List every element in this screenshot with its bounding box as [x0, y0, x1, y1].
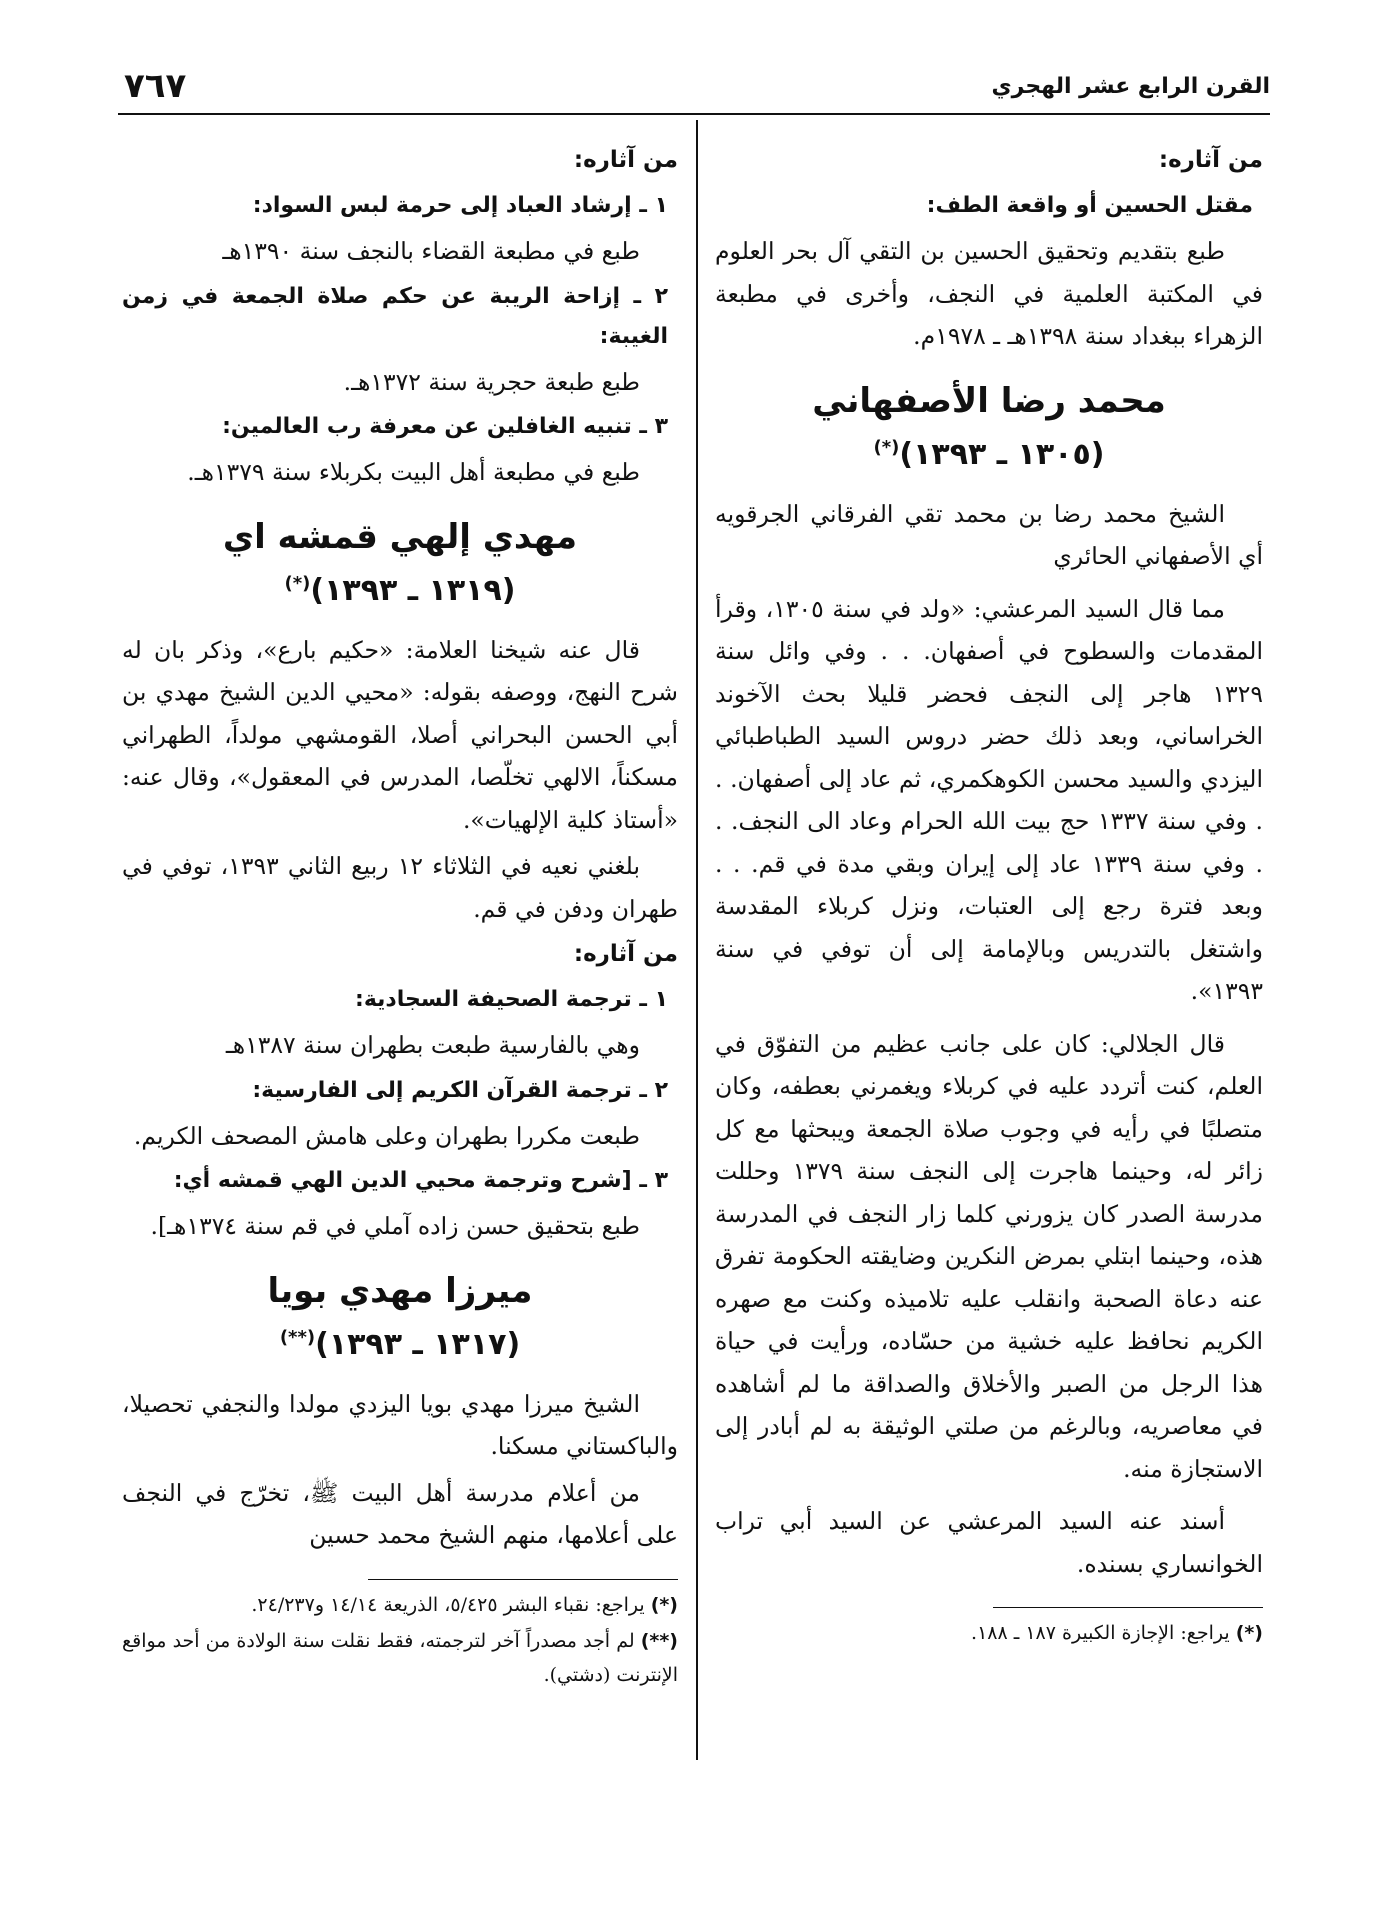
work-description: طبع في مطبعة أهل البيت بكربلاء سنة ١٣٧٩هـ.: [187, 458, 640, 486]
work-title: ٣ ـ تنبيه الغافلين عن معرفة رب العالمين:: [222, 414, 668, 439]
biography-paragraph: بلغني نعيه في الثلاثاء ١٢ ربيع الثاني ١٣٩٣، توفي في طهران ودفن في قم.: [122, 852, 678, 923]
work-description: وهي بالفارسية طبعت بطهران سنة ١٣٨٧هـ: [225, 1031, 640, 1059]
work-title: ١ ـ إرشاد العباد إلى حرمة لبس السواد:: [252, 193, 668, 218]
page-number: ٧٦٧: [124, 66, 187, 106]
footnote-text: يراجع: الإجازة الكبيرة ١٨٧ ـ ١٨٨.: [971, 1622, 1230, 1644]
biography-paragraph: قال الجلالي: كان على جانب عظيم من التفوّق في العلم، كنت أتردد عليه في كربلاء ويغمرني بعطفه، وكان متصلبًا في رأيه في وجوب صلاة الجمعة ويبحثها مع كل زائر له، وحينما هاجرت إلى النجف سنة ١٣٧٩ وحللت مدرسة الصدر كان يزورني كلما زار النجف في المدرسة هذه، وحينما ابتلي بمرض النكرين وضايقته الحكومة تفرق عنه دعاة الصحبة وانقلب عليه تلاميذه وكنت مع صهره الكريم نحافظ عليه خشية من حسّاده، ورأيت في حياة هذا الرجل من الصبر والأخلاق والصداقة ما لم أشاهده في معاصريه، وبالرغم من صلتي الوثيقة به لم أبادر إلى الاستجازة منه.: [715, 1029, 1263, 1483]
footnote-text: يراجع: نقباء البشر ٥/٤٢٥، الذريعة ١٤/١٤ و٢٤/٢٣٧.: [251, 1593, 645, 1616]
biography-dates: [715, 426, 1263, 477]
footnote-mark: (*): [1235, 1622, 1263, 1644]
footnote: [715, 1616, 1263, 1650]
footnote-ref: (**): [279, 1326, 316, 1348]
work-description: طبعت مكررا بطهران وعلى هامش المصحف الكريم.: [133, 1121, 640, 1150]
dates-text: (١٣١٧ ـ ١٣٩٣): [315, 1326, 521, 1362]
footnote: [122, 1588, 678, 1622]
footnote: [122, 1624, 678, 1692]
biography-paragraph: الشيخ ميرزا مهدي بويا اليزدي مولدا والنجفي تحصيلا، والباكستاني مسكنا.: [122, 1389, 678, 1460]
work-title: ٢ ـ ترجمة القرآن الكريم إلى الفارسية:: [252, 1077, 668, 1103]
footnote-text: لم أجد مصدراً آخر لترجمته، فقط نقلت سنة الولادة من أحد مواقع الإنترنت (دشتي).: [122, 1629, 678, 1686]
work-title: ٢ ـ إزاحة الريبة عن حكم صلاة الجمعة في زمن الغيبة:: [122, 283, 668, 349]
works-heading: من آثاره:: [1158, 147, 1263, 173]
work-title: ٣ ـ [شرح وترجمة محيي الدين الهي قمشه أي:: [173, 1168, 668, 1193]
biography-paragraph: قال عنه شيخنا العلامة: «حكيم بارع»، وذكر بان له شرح النهج، ووصفه بقوله: «محيي الدين الشيخ مهدي بن أبي الحسن البحراني أصلا، القومشهي مولداً، الطهراني مسكناً، الالهي تخلّصا، المدرس في المعقول»، وقال عنه: «أستاذ كلية الإلهيات».: [122, 635, 678, 834]
work-title: مقتل الحسين أو واقعة الطف:: [926, 193, 1253, 218]
biography-dates: [122, 1316, 678, 1367]
footnote-ref: (*): [284, 572, 311, 594]
works-heading: من آثاره:: [573, 147, 678, 173]
right-column: [715, 140, 1263, 1652]
work-description: طبع بتحقيق حسن زاده آملي في قم سنة ١٣٧٤هـ].: [150, 1212, 640, 1240]
biography-paragraph: مما قال السيد المرعشي: «ولد في سنة ١٣٠٥، وقرأ المقدمات والسطوح في أصفهان. . . وفي وائل سنة ١٣٢٩ هاجر إلى النجف فحضر قليلا بحث الآخوند الخراساني، وبعد ذلك حضر دروس السيد الطباطبائي اليزدي والسيد محسن الكوهكمري، ثم عاد إلى أصفهان. . . وفي سنة ١٣٣٧ حج بيت الله الحرام وعاد الى النجف. . . وفي سنة ١٣٣٩ عاد إلى إيران وبقي مدة في قم. . . وبعد فترة رجع إلى العتبات، ونزل كربلاء المقدسة واشتغل بالتدريس وبالإمامة إلى أن توفي في سنة ١٣٩٣».: [715, 594, 1264, 1005]
column-divider: [696, 120, 698, 1760]
dates-text: (١٣١٩ ـ ١٣٩٣): [310, 572, 516, 608]
biography-paragraph: من أعلام مدرسة أهل البيت ﷺ، تخرّج في النجف على أعلامها، منهم الشيخ محمد حسين: [122, 1478, 678, 1549]
work-description: طبع طبعة حجرية سنة ١٣٧٢هـ.: [343, 367, 640, 396]
running-title: القرن الرابع عشر الهجري: [991, 74, 1270, 99]
footnote-mark: (**): [640, 1629, 678, 1652]
footnote-rule: [993, 1607, 1263, 1608]
biography-name: مهدي إلهي قمشه اي: [222, 516, 578, 557]
dates-text: (١٣٠٥ ـ ١٣٩٣): [899, 436, 1105, 472]
biography-paragraph: أسند عنه السيد المرعشي عن السيد أبي تراب الخوانساري بسنده.: [715, 1507, 1263, 1578]
works-heading: من آثاره:: [573, 941, 678, 967]
header-rule: [118, 113, 1270, 115]
footnote-ref: (*): [873, 436, 900, 458]
footnote-mark: (*): [650, 1593, 678, 1616]
page-header: [118, 66, 1270, 118]
footnote-rule: [368, 1579, 678, 1580]
left-column: [122, 140, 678, 1694]
work-description: طبع في مطبعة القضاء بالنجف سنة ١٣٩٠هـ: [222, 237, 640, 265]
biography-dates: [122, 562, 678, 613]
biography-name: ميرزا مهدي بويا: [267, 1270, 533, 1311]
work-description: طبع بتقديم وتحقيق الحسين بن التقي آل بحر العلوم في المكتبة العلمية في النجف، وأخرى في مطبعة الزهراء ببغداد سنة ١٣٩٨هـ ـ ١٩٧٨م.: [715, 237, 1263, 350]
biography-name: محمد رضا الأصفهاني: [812, 380, 1166, 421]
work-title: ١ ـ ترجمة الصحيفة السجادية:: [355, 987, 668, 1012]
biography-paragraph: الشيخ محمد رضا بن محمد تقي الفرقاني الجرقويه أي الأصفهاني الحائري: [715, 499, 1263, 570]
